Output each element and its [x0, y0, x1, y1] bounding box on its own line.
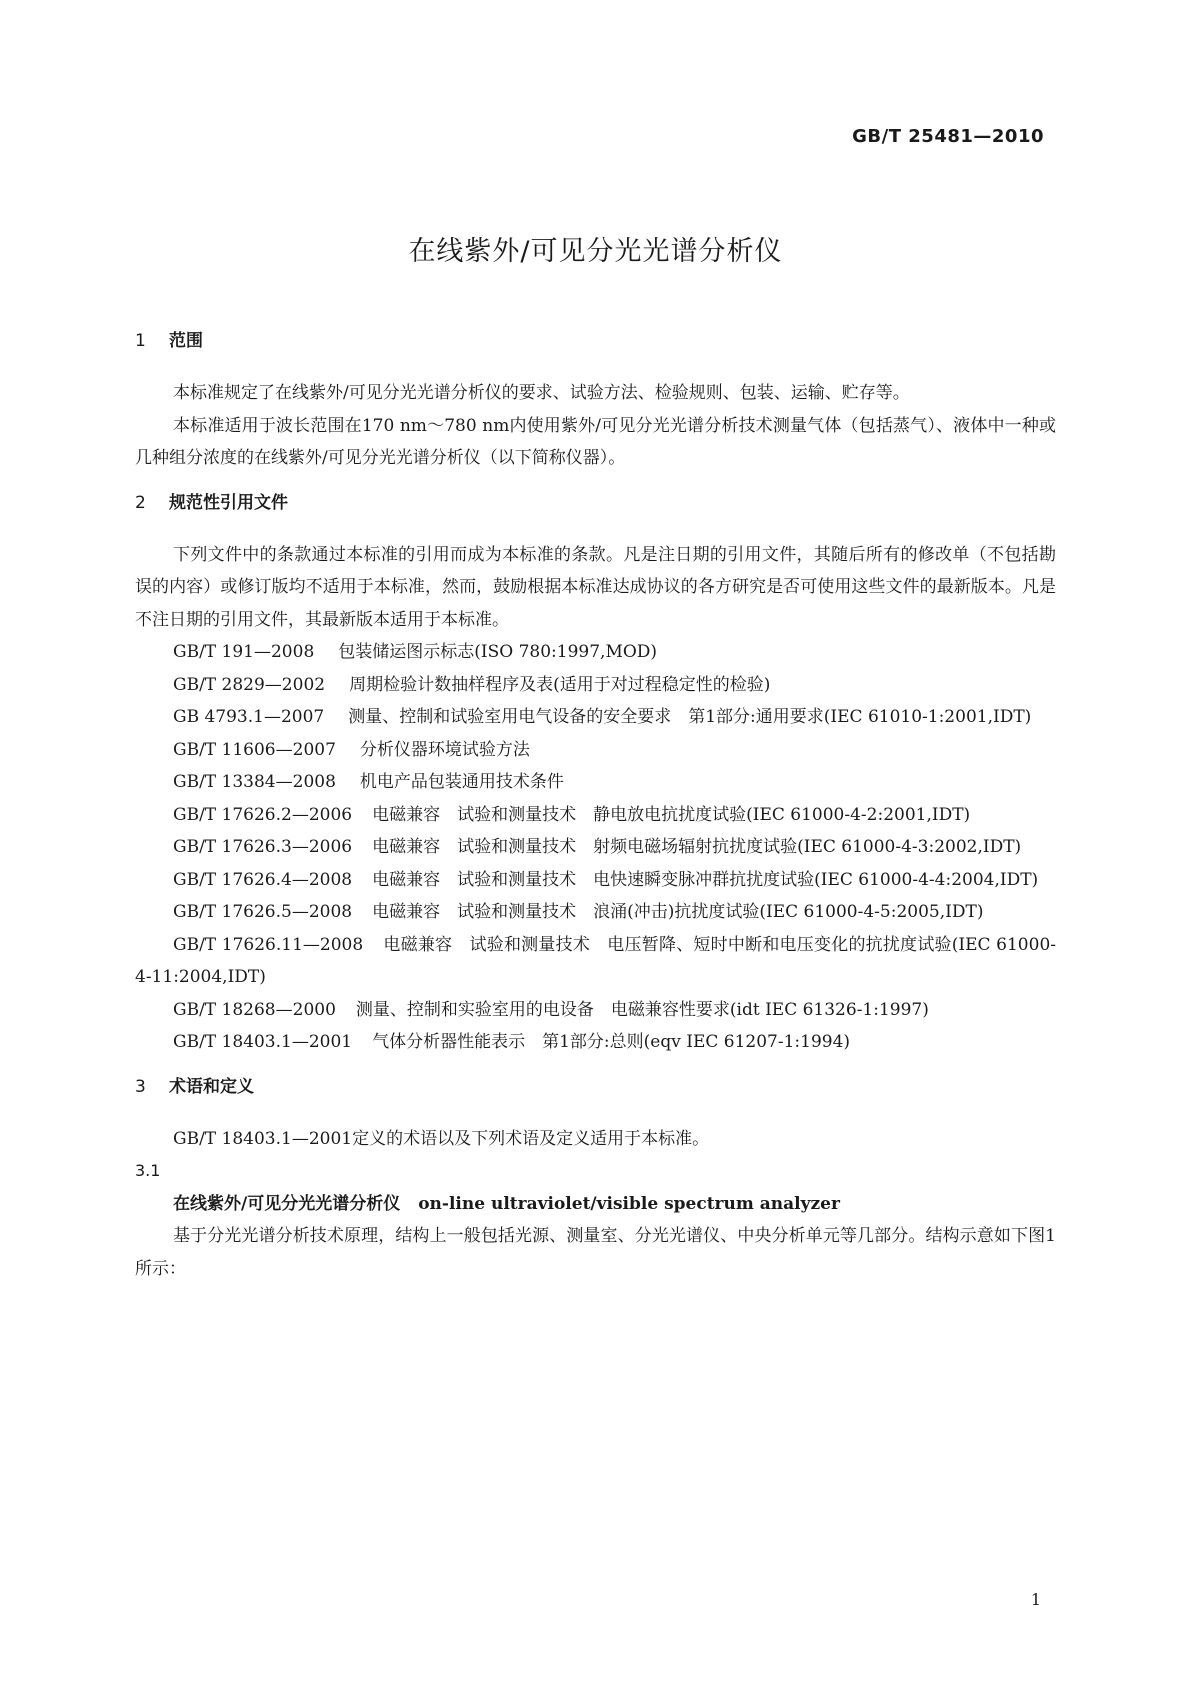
section-title: 术语和定义 — [169, 1076, 254, 1097]
page-number: 1 — [1030, 1590, 1041, 1609]
reference-item — [135, 864, 1056, 897]
section-title: 范围 — [169, 331, 203, 351]
reference-item — [135, 766, 1056, 799]
reference-item — [135, 734, 1056, 767]
term-number: 3.1 — [135, 1161, 161, 1180]
reference-code: GB/T 17626.5—2008 — [173, 902, 353, 922]
reference-code: GB/T 191—2008 — [173, 642, 315, 662]
reference-item — [135, 799, 1056, 832]
reference-item — [135, 994, 1056, 1027]
section-number: 2 — [135, 492, 146, 513]
reference-title: 周期检验计数抽样程序及表(适用于对过程稳定性的检验) — [349, 674, 771, 695]
section-2-heading — [135, 487, 1056, 519]
term-definition: 基于分光光谱分析技术原理，结构上一般包括光源、测量室、分光光谱仪、中央分析单元等几部分。结构示意如下图1所示： — [135, 1226, 1056, 1279]
reference-title: 测量、控制和实验室用的电设备 电磁兼容性要求(idt IEC 61326-1:1997) — [355, 999, 929, 1020]
reference-code: GB/T 17626.2—2006 — [173, 804, 353, 825]
term-name-en: on-line ultraviolet/visible spectrum analyzer — [418, 1193, 840, 1214]
scope-paragraph: 本标准规定了在线紫外/可见分光光谱分析仪的要求、试验方法、检验规则、包装、运输、贮存等。 — [173, 383, 910, 403]
term-name — [135, 1188, 1056, 1221]
section-number: 1 — [135, 331, 146, 351]
scope-paragraph: 本标准适用于波长范围在170 nm～780 nm内使用紫外/可见分光光谱分析技术测量气体（包括蒸气）、液体中一种或几种组分浓度的在线紫外/可见分光光谱分析仪（以下简称仪器）。 — [135, 415, 1056, 468]
reference-title: 机电产品包装通用技术条件 — [359, 772, 564, 792]
reference-title: 电磁兼容 试验和测量技术 电快速瞬变脉冲群抗扰度试验(IEC 61000-4-4:2004,IDT) — [372, 869, 1039, 890]
section-3-heading — [135, 1071, 1056, 1103]
reference-title: 测量、控制和试验室用电气设备的安全要求 第1部分:通用要求(IEC 61010-1:2001,IDT) — [348, 707, 1032, 727]
reference-code: GB/T 13384—2008 — [173, 772, 336, 792]
term-name-cn: 在线紫外/可见分光光谱分析仪 — [173, 1193, 401, 1214]
reference-title: 电磁兼容 试验和测量技术 浪涌(冲击)抗扰度试验(IEC 61000-4-5:2005,IDT) — [372, 902, 984, 922]
reference-item — [135, 636, 1056, 669]
reference-title: 电磁兼容 试验和测量技术 射频电磁场辐射抗扰度试验(IEC 61000-4-3:2002,IDT) — [372, 837, 1022, 857]
reference-code: GB/T 2829—2002 — [173, 674, 326, 695]
reference-title: 气体分析器性能表示 第1部分:总则(eqv IEC 61207-1:1994) — [372, 1032, 851, 1052]
reference-title: 分析仪器环境试验方法 — [359, 739, 530, 760]
reference-item — [135, 701, 1056, 734]
reference-item — [135, 831, 1056, 864]
section-number: 3 — [135, 1076, 146, 1097]
reference-item — [135, 1026, 1056, 1059]
terms-intro-paragraph: GB/T 18403.1—2001定义的术语以及下列术语及定义适用于本标准。 — [173, 1128, 710, 1149]
document-title: 在线紫外/可见分光光谱分析仪 — [408, 236, 783, 267]
reference-code: GB/T 18268—2000 — [173, 999, 336, 1020]
reference-code: GB/T 17626.3—2006 — [173, 837, 353, 857]
reference-code: GB/T 11606—2007 — [173, 739, 336, 760]
reference-title: 电磁兼容 试验和测量技术 静电放电抗扰度试验(IEC 61000-4-2:2001,IDT) — [372, 804, 971, 825]
reference-code: GB/T 17626.11—2008 — [173, 934, 364, 955]
reference-code: GB/T 18403.1—2001 — [173, 1032, 353, 1052]
reference-code: GB 4793.1—2007 — [173, 707, 325, 727]
reference-item — [135, 929, 1056, 994]
references-intro-paragraph: 下列文件中的条款通过本标准的引用而成为本标准的条款。凡是注日期的引用文件，其随后所有的修改单（不包括勘误的内容）或修订版均不适用于本标准，然而，鼓励根据本标准达成协议的各方研究是否可使用这些文件的最新版本。凡是不注日期的引用文件，其最新版本适用于本标准。 — [135, 544, 1056, 630]
reference-item — [135, 896, 1056, 929]
reference-title: 电磁兼容 试验和测量技术 电压暂降、短时中断和电压变化的抗扰度试验(IEC 61000-4-11:2004,IDT) — [135, 934, 1057, 987]
standard-number: GB/T 25481—2010 — [852, 126, 1044, 147]
section-title: 规范性引用文件 — [169, 492, 288, 513]
reference-code: GB/T 17626.4—2008 — [173, 869, 353, 890]
section-1-heading — [135, 325, 1056, 357]
reference-title: 包装储运图示标志(ISO 780:1997,MOD) — [338, 642, 658, 662]
reference-item — [135, 669, 1056, 702]
document-body — [135, 325, 1056, 1285]
